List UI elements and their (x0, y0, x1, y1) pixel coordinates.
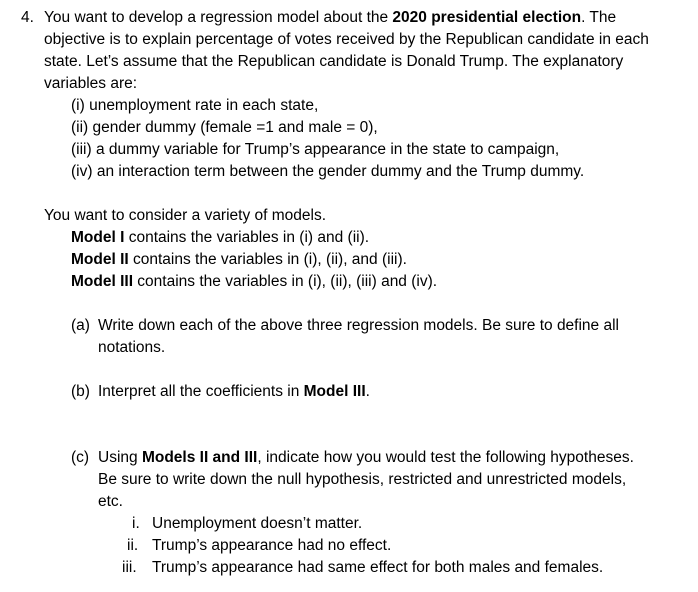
variable-ii: (ii) gender dummy (female =1 and male = 0), (71, 119, 378, 136)
hypothesis-i-text: Unemployment doesn’t matter. (152, 515, 363, 532)
election-bold: 2020 presidential election (392, 9, 582, 26)
part-c-line-3: etc. (98, 493, 123, 510)
model-name: Model I (71, 229, 125, 246)
models-ii-iii-bold: Models II and III (141, 449, 258, 466)
part-a-line-2: notations. (98, 339, 166, 356)
model-text: contains the variables in (i), (ii), (iii) and (iv). (133, 273, 438, 290)
part-c-text: Using (98, 449, 142, 466)
intro-line-3: state. Let’s assume that the Republican candidate is Donald Trump. The explanatory (44, 53, 624, 70)
part-a-label: (a) (71, 317, 90, 334)
part-a-line-1: Write down each of the above three regression models. Be sure to define all (98, 317, 619, 334)
hypothesis-iii-text: Trump’s appearance had same effect for both males and females. (152, 559, 604, 576)
model-3 (71, 271, 437, 293)
model-text: contains the variables in (i) and (ii). (124, 229, 370, 246)
intro-text: You want to develop a regression model about the (44, 9, 393, 26)
variable-i: (i) unemployment rate in each state, (71, 97, 319, 114)
intro-text: . The (581, 9, 617, 26)
part-b-text: . (365, 383, 370, 400)
model-1 (71, 227, 369, 249)
part-b-line (98, 381, 370, 403)
question-number: 4. (21, 9, 34, 26)
hypothesis-i-num: i. (132, 515, 140, 532)
part-c-label: (c) (71, 449, 90, 466)
part-c-line-2: Be sure to write down the null hypothesis, restricted and unrestricted models, (98, 471, 627, 488)
intro-line-4: variables are: (44, 75, 138, 92)
model-iii-bold: Model III (303, 383, 366, 400)
model-text: contains the variables in (i), (ii), and (iii). (128, 251, 407, 268)
part-b-text: Interpret all the coefficients in (98, 383, 304, 400)
model-2 (71, 249, 407, 271)
model-name: Model II (71, 251, 129, 268)
hypothesis-ii-num: ii. (127, 537, 139, 554)
part-c-line-1 (98, 447, 634, 469)
model-name: Model III (71, 273, 133, 290)
part-b-label: (b) (71, 383, 90, 400)
intro-line-1 (44, 7, 616, 29)
variable-iv: (iv) an interaction term between the gender dummy and the Trump dummy. (71, 163, 585, 180)
part-c-text: , indicate how you would test the following hypotheses. (257, 449, 634, 466)
variable-iii: (iii) a dummy variable for Trump’s appearance in the state to campaign, (71, 141, 560, 158)
hypothesis-iii-num: iii. (122, 559, 137, 576)
hypothesis-ii-text: Trump’s appearance had no effect. (152, 537, 392, 554)
models-intro: You want to consider a variety of models. (44, 207, 327, 224)
intro-line-2: objective is to explain percentage of votes received by the Republican candidate in each (44, 31, 649, 48)
